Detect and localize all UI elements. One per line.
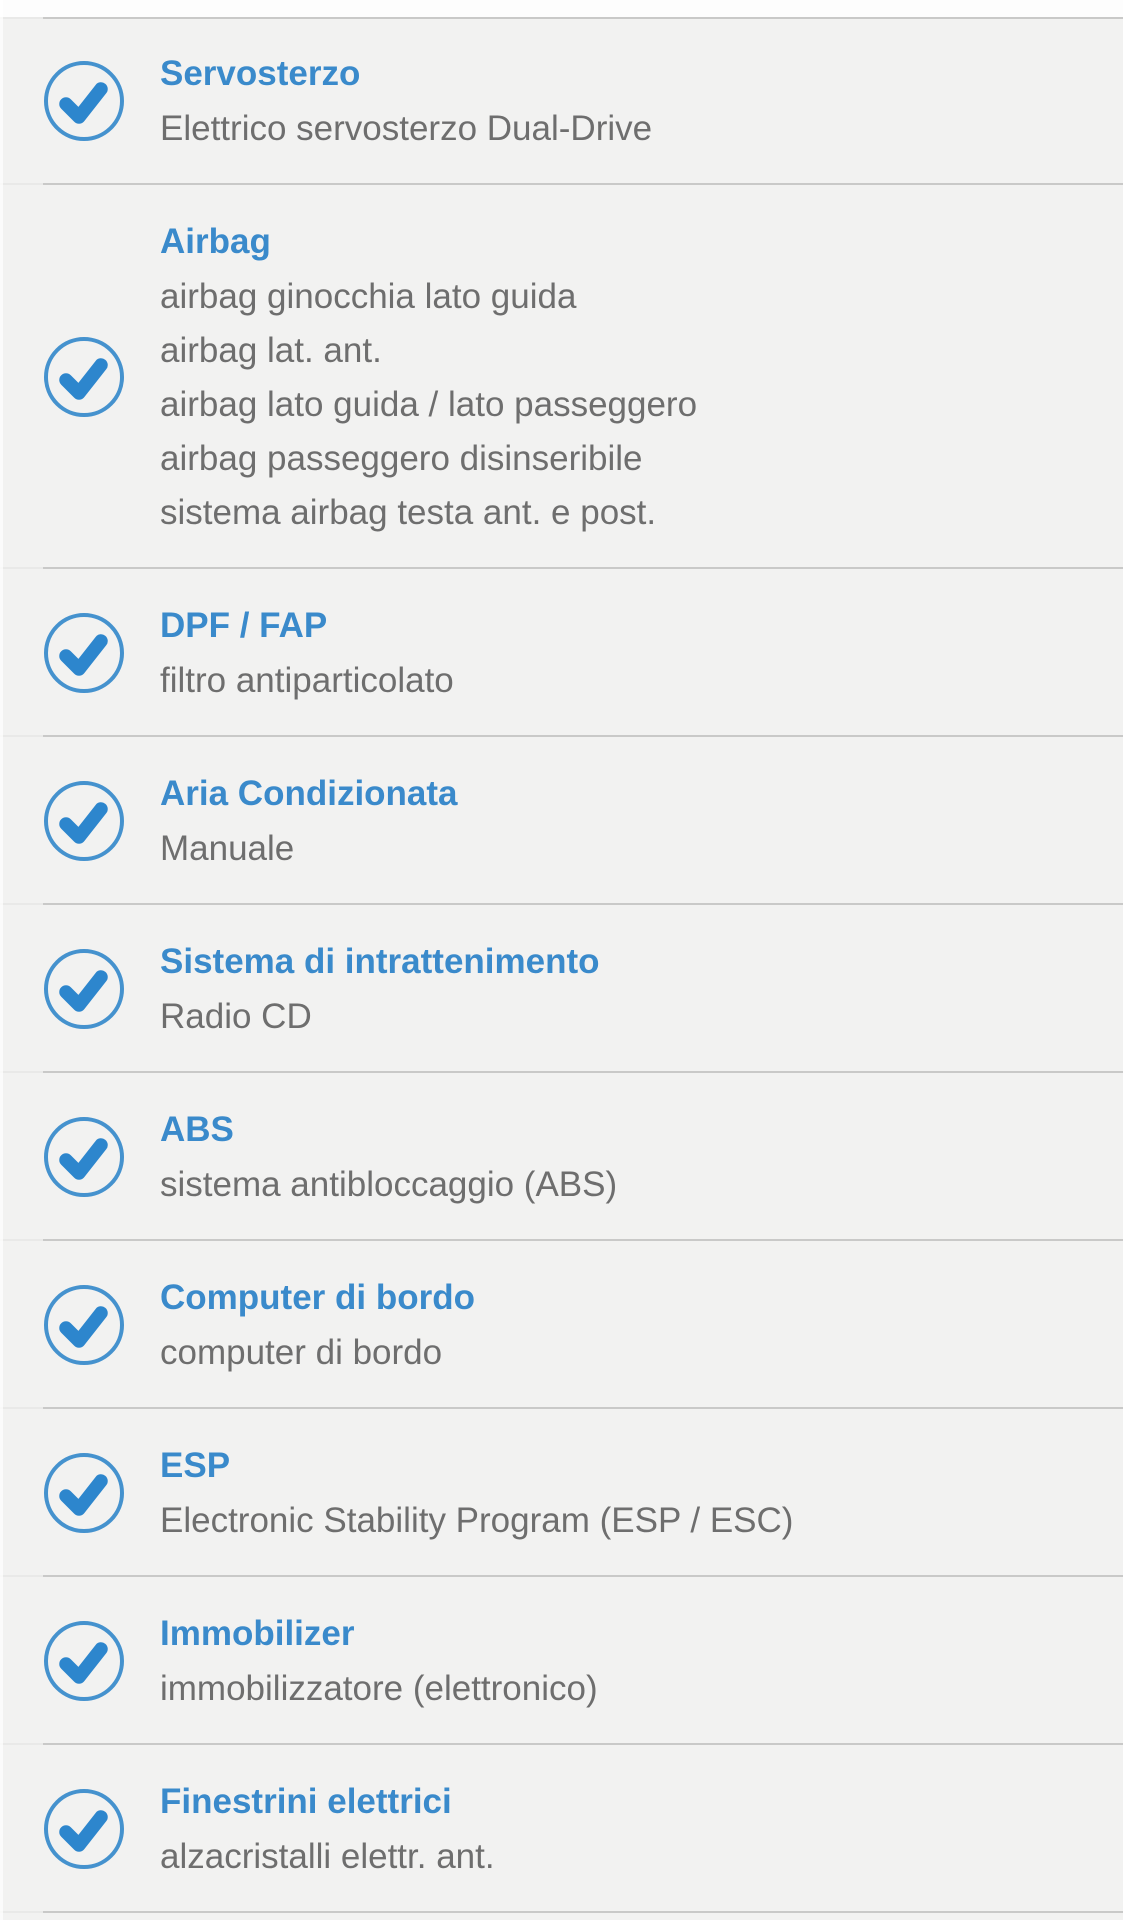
- equipment-list-item: [0, 1745, 1123, 1913]
- equipment-item-text: [160, 46, 1099, 156]
- equipment-item-detail: sistema airbag testa ant. e post.: [160, 493, 657, 532]
- check-circle-icon: [43, 1452, 125, 1534]
- check-circle-icon: [43, 1284, 125, 1366]
- equipment-item-text: [160, 1438, 1099, 1548]
- equipment-item-detail: airbag lat. ant.: [160, 331, 382, 370]
- equipment-item-detail: Electronic Stability Program (ESP / ESC): [160, 1501, 794, 1540]
- check-circle-icon: [43, 780, 125, 862]
- equipment-list-item: [0, 17, 1123, 185]
- equipment-list-item: [0, 1577, 1123, 1745]
- equipment-item-title: Immobilizer: [160, 1614, 355, 1653]
- page-left-edge: [0, 0, 3, 1920]
- equipment-item-title: Aria Condizionata: [160, 774, 458, 813]
- check-circle-icon: [43, 1620, 125, 1702]
- equipment-list-item: [0, 905, 1123, 1073]
- check-circle-icon: [43, 1116, 125, 1198]
- equipment-item-title: ESP: [160, 1446, 231, 1485]
- equipment-item-details: [160, 990, 1099, 1044]
- equipment-item-title: Sistema di intrattenimento: [160, 942, 600, 981]
- equipment-item-details: [160, 1830, 1099, 1884]
- check-circle-icon: [43, 60, 125, 142]
- equipment-item-detail: airbag ginocchia lato guida: [160, 277, 577, 316]
- equipment-item-title: Finestrini elettrici: [160, 1782, 452, 1821]
- equipment-item-details: [160, 1158, 1099, 1212]
- equipment-item-text: [160, 598, 1099, 708]
- previous-section-edge: [0, 0, 1123, 17]
- equipment-item-text: [160, 934, 1099, 1044]
- equipment-item-text: [160, 1606, 1099, 1716]
- equipment-item-detail: computer di bordo: [160, 1333, 443, 1372]
- equipment-item-text: [160, 766, 1099, 876]
- equipment-list-item: [0, 737, 1123, 905]
- equipment-item-detail: Manuale: [160, 829, 295, 868]
- equipment-list-item: [0, 1241, 1123, 1409]
- check-circle-icon: [43, 1788, 125, 1870]
- equipment-item-text: [160, 1102, 1099, 1212]
- equipment-list-item: [0, 1073, 1123, 1241]
- equipment-item-title: DPF / FAP: [160, 606, 328, 645]
- equipment-item-details: [160, 654, 1099, 708]
- equipment-item-details: [160, 1662, 1099, 1716]
- equipment-item-details: [160, 822, 1099, 876]
- equipment-list: [0, 17, 1123, 1913]
- equipment-item-details: [160, 1494, 1099, 1548]
- equipment-item-title: ABS: [160, 1110, 234, 1149]
- equipment-item-details: [160, 270, 1099, 540]
- equipment-item-text: [160, 1774, 1099, 1884]
- equipment-list-item: [0, 185, 1123, 569]
- equipment-item-details: [160, 102, 1099, 156]
- equipment-item-title: Servosterzo: [160, 54, 361, 93]
- equipment-item-detail: airbag passeggero disinseribile: [160, 439, 643, 478]
- equipment-item-detail: Elettrico servosterzo Dual-Drive: [160, 109, 653, 148]
- equipment-item-detail: alzacristalli elettr. ant.: [160, 1837, 495, 1876]
- equipment-list-item: [0, 569, 1123, 737]
- equipment-item-title: Airbag: [160, 222, 271, 261]
- equipment-item-detail: airbag lato guida / lato passeggero: [160, 385, 698, 424]
- equipment-item-details: [160, 1326, 1099, 1380]
- equipment-item-detail: Radio CD: [160, 997, 312, 1036]
- equipment-item-detail: sistema antibloccaggio (ABS): [160, 1165, 618, 1204]
- equipment-item-detail: immobilizzatore (elettronico): [160, 1669, 598, 1708]
- equipment-item-title: Computer di bordo: [160, 1278, 475, 1317]
- check-circle-icon: [43, 612, 125, 694]
- equipment-item-text: [160, 1270, 1099, 1380]
- equipment-item-detail: filtro antiparticolato: [160, 661, 454, 700]
- check-circle-icon: [43, 336, 125, 418]
- equipment-list-item: [0, 1409, 1123, 1577]
- check-circle-icon: [43, 948, 125, 1030]
- equipment-item-text: [160, 214, 1099, 540]
